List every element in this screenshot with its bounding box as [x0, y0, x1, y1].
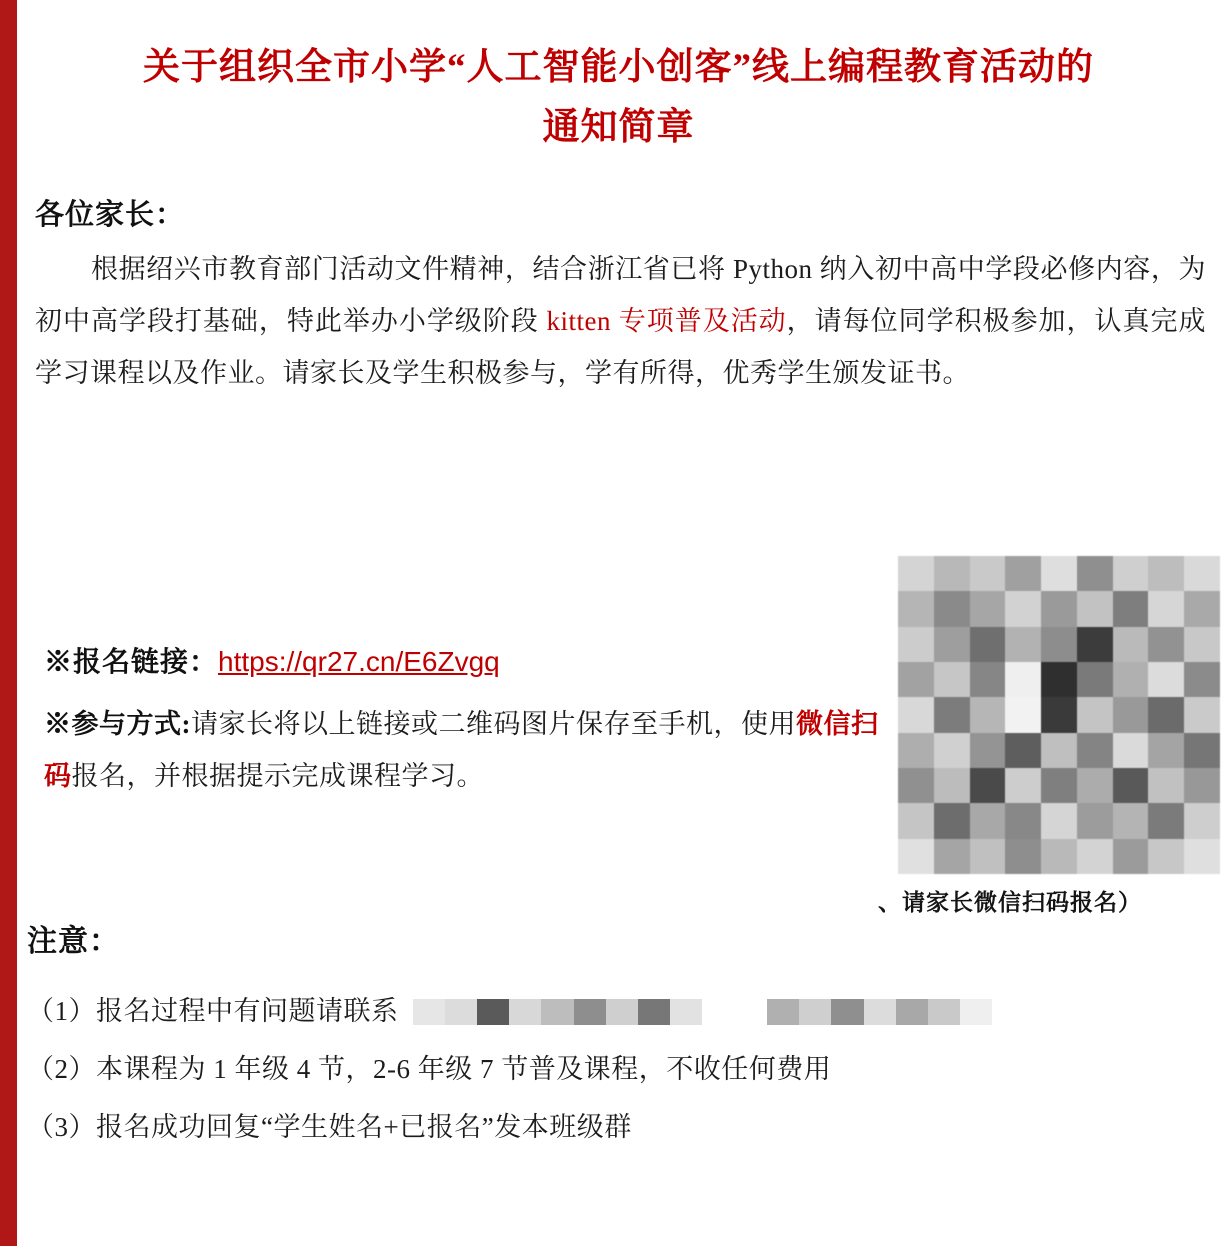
notice-item-text: （1）报名过程中有问题请联系	[27, 996, 399, 1026]
participation-method-highlight: 微信扫码	[44, 709, 879, 791]
signup-block	[44, 640, 894, 802]
body-paragraph-part2: ，请每位同学积极参加，认真完成学习课程以及作业。请家长及学生积极参与，学有所得，优秀学生颁发证书。	[35, 306, 1206, 388]
redacted-contact-info	[413, 999, 993, 1025]
redaction-mosaic	[413, 999, 993, 1025]
list-item: （3）报名成功回复“学生姓名+已报名”发本班级群	[27, 1112, 632, 1142]
participation-method-label: ※参与方式:	[44, 709, 191, 739]
participation-method-text-after: 报名，并根据提示完成课程学习。	[71, 761, 484, 791]
list-item: （2）本课程为 1 年级 4 节，2-6 年级 7 节普及课程，不收任何费用	[27, 1054, 832, 1084]
notice-list	[27, 982, 1177, 1156]
page-title-line1: 关于组织全市小学“人工智能小创客”线上编程教育活动的	[143, 47, 1094, 88]
signup-link-label: ※报名链接：	[44, 647, 219, 678]
qr-code-image[interactable]	[898, 556, 1220, 874]
page-title	[27, 0, 1206, 158]
list-item	[27, 982, 1177, 1040]
signup-url-link[interactable]: https://qr27.cn/E6Zvgq	[218, 646, 500, 677]
signup-link-row	[44, 640, 894, 680]
salutation: 各位家长：	[35, 199, 186, 231]
qr-code-mosaic	[898, 556, 1220, 874]
notice-heading: 注意：	[27, 925, 120, 958]
page-title-line2: 通知简章	[542, 107, 695, 148]
body-paragraph-highlight: kitten 专项普及活动	[546, 306, 787, 336]
body-paragraph-part1: 根据绍兴市教育部门活动文件精神，结合浙江省已将 Python 纳入初中高中学段必修内容，为初中高学段打基础，特此举办小学级阶段	[35, 254, 1206, 336]
qr-caption: 、请家长微信扫码报名）	[878, 890, 1142, 915]
body-paragraph	[35, 243, 1206, 399]
participation-method-text-before: 请家长将以上链接或二维码图片保存至手机，使用	[191, 709, 796, 739]
red-left-border	[0, 0, 17, 1246]
participation-method-row	[44, 698, 894, 802]
